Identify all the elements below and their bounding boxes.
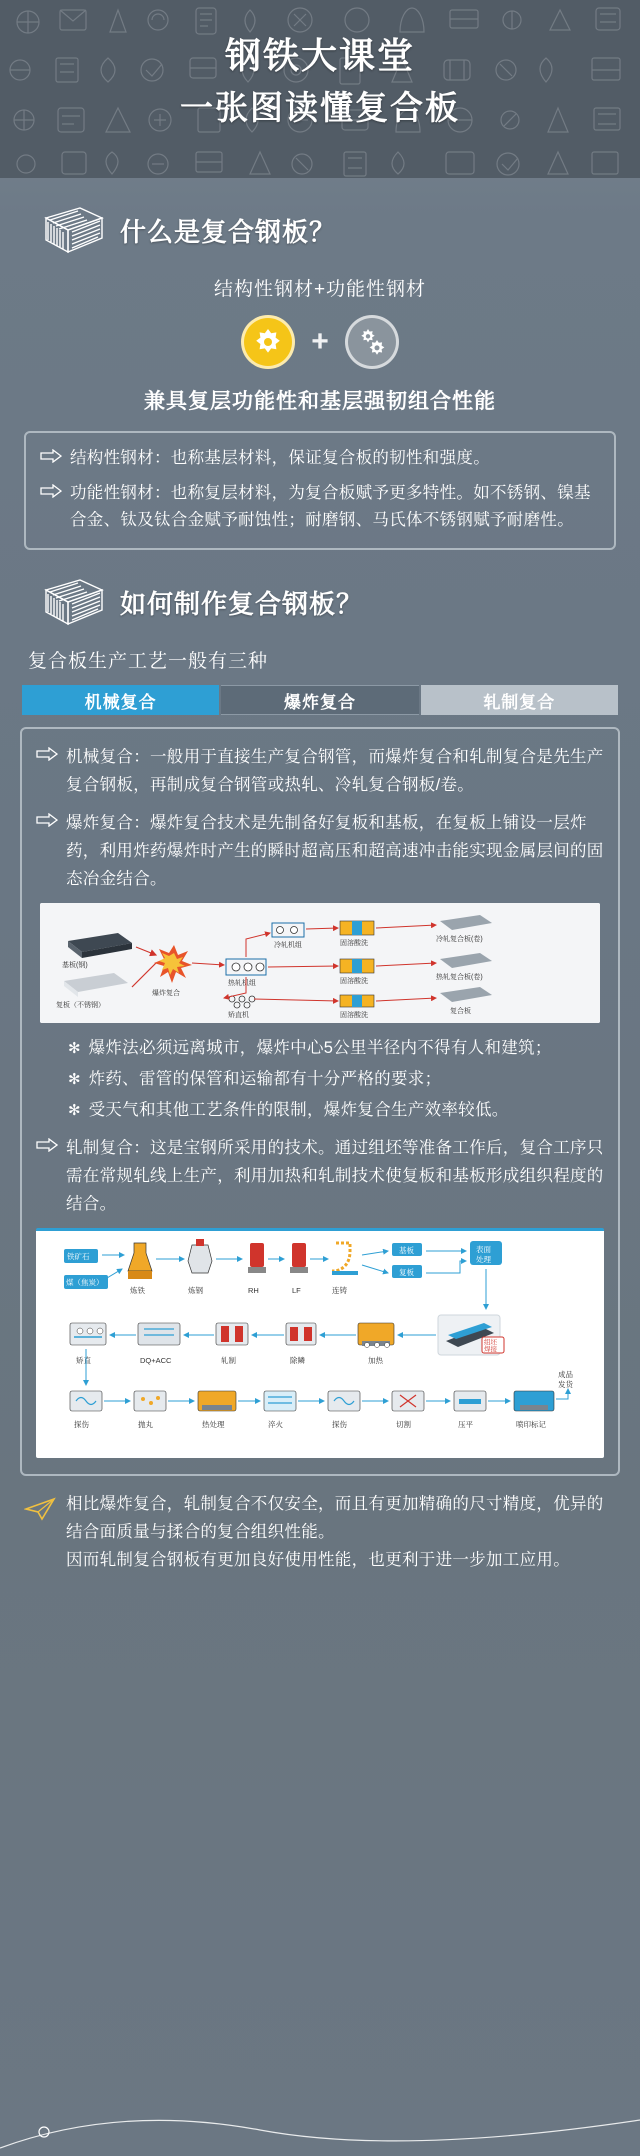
page-title xyxy=(0,0,640,134)
footer-text-block xyxy=(66,1490,616,1574)
svg-text:固溶酸洗: 固溶酸洗 xyxy=(340,940,368,947)
arrow-right-icon xyxy=(40,484,62,498)
section-2-title: 如何制作复合钢板？ xyxy=(120,588,364,619)
paragraph-text: 机械复合：一般用于直接生产复合钢管，而爆炸复合和轧制复合是先生产复合钢板，再制成复合钢管或热轧、冷轧复合钢板/卷。 xyxy=(66,748,604,794)
tab-mechanical-cladding[interactable]: 机械复合 xyxy=(22,685,219,715)
section-1-title: 什么是复合钢板？ xyxy=(120,216,337,247)
header-banner xyxy=(0,0,640,178)
section-1-bullets-box xyxy=(24,431,616,550)
bullet-item xyxy=(40,445,600,472)
section-1-statement: 兼具复层功能性和基层强韧组合性能 xyxy=(144,390,496,413)
svg-text:喷印标记: 喷印标记 xyxy=(516,1420,546,1429)
bullet-item xyxy=(40,480,600,534)
paper-plane-icon xyxy=(24,1496,58,1522)
svg-text:组坯: 组坯 xyxy=(484,1339,497,1346)
composition-icons xyxy=(0,315,640,369)
svg-text:炼钢: 炼钢 xyxy=(188,1286,203,1295)
footer-line-1: 相比爆炸复合，轧制复合不仅安全，而且有更加精确的尺寸精度，优异的结合面质量与揉合的复合组织性能。 xyxy=(66,1495,604,1541)
svg-text:煤（焦炭）: 煤（焦炭） xyxy=(66,1278,104,1287)
svg-text:固溶酸洗: 固溶酸洗 xyxy=(340,978,368,985)
bottom-decorative-curve xyxy=(0,2086,640,2156)
bullet-text: 结构性钢材：也称基层材料，保证复合板的韧性和强度。 xyxy=(70,449,490,467)
svg-text:处理: 处理 xyxy=(476,1255,491,1264)
svg-text:爆炸复合: 爆炸复合 xyxy=(152,990,180,997)
tab-explosive-cladding[interactable]: 爆炸复合 xyxy=(221,685,418,715)
svg-text:复板（不锈钢）: 复板（不锈钢） xyxy=(56,1002,105,1009)
svg-text:抛丸: 抛丸 xyxy=(138,1420,153,1429)
list-item xyxy=(68,1066,604,1093)
arrow-right-icon xyxy=(36,1138,58,1152)
svg-text:冷轧复合板(卷): 冷轧复合板(卷) xyxy=(436,936,483,943)
explosive-cautions-list xyxy=(68,1035,604,1124)
section-1-header xyxy=(0,204,640,256)
rolling-cladding-process-diagram xyxy=(36,1228,604,1458)
section-2-header xyxy=(0,576,640,628)
title-line-1: 钢铁大课堂 xyxy=(224,35,415,76)
svg-text:复板: 复板 xyxy=(399,1268,414,1277)
process-tabs xyxy=(22,685,618,715)
title-line-2: 一张图读懂复合板 xyxy=(180,89,460,126)
svg-text:矫直机: 矫直机 xyxy=(228,1012,249,1019)
paragraph-text: 轧制复合：这是宝钢所采用的技术。通过组坯等准备工作后，复合工序只需在常规轧线上生产，利用加热和轧制技术使复板和基板形成组织程度的结合。 xyxy=(66,1139,604,1213)
svg-text:探伤: 探伤 xyxy=(74,1420,89,1429)
explosive-cladding-process-diagram xyxy=(40,903,600,1023)
list-item-text: 爆炸法必须远离城市，爆炸中心5公里半径内不得有人和建筑； xyxy=(88,1039,552,1057)
section-1-subline: 结构性钢材+功能性钢材 xyxy=(213,279,427,300)
book-icon xyxy=(40,576,106,628)
footer-line-2: 因而轧制复合钢板有更加良好使用性能，也更利于进一步加工应用。 xyxy=(66,1551,570,1569)
svg-text:铁矿石: 铁矿石 xyxy=(67,1252,90,1261)
bullet-text: 功能性钢材：也称复层材料，为复合板赋予更多特性。如不锈钢、镍基合金、钛及钛合金赋予耐蚀性；耐磨钢、马氏体不锈钢赋予耐磨性。 xyxy=(70,484,591,529)
plus-icon: + xyxy=(311,325,329,358)
arrow-right-icon xyxy=(36,813,58,827)
svg-text:RH: RH xyxy=(248,1286,259,1295)
list-item-text: 炸药、雷管的保管和运输都有十分严格的要求； xyxy=(88,1070,442,1088)
star-icon: ✻ xyxy=(68,1040,81,1057)
svg-text:矫直: 矫直 xyxy=(76,1356,91,1365)
section-2-content-box xyxy=(20,727,620,1476)
book-icon xyxy=(40,204,106,256)
paragraph-rolling xyxy=(36,1134,604,1218)
section-2-intro: 复合板生产工艺一般有三种 xyxy=(28,651,269,672)
svg-text:连铸: 连铸 xyxy=(332,1286,347,1295)
svg-text:固溶酸洗: 固溶酸洗 xyxy=(340,1012,368,1019)
svg-text:热轧复合板(卷): 热轧复合板(卷) xyxy=(436,974,483,981)
paragraph-text: 爆炸复合：爆炸复合技术是先制备好复板和基板，在复板上铺设一层炸药，利用炸药爆炸时产生的瞬时超高压和超高速冲击能实现金属层间的固态冶金结合。 xyxy=(66,814,604,888)
list-item-text: 受天气和其他工艺条件的限制，爆炸复合生产效率较低。 xyxy=(88,1101,509,1119)
svg-text:焊接: 焊接 xyxy=(484,1346,497,1353)
svg-text:基板(钢): 基板(钢) xyxy=(62,962,88,969)
svg-text:轧制: 轧制 xyxy=(221,1356,236,1365)
svg-text:LF: LF xyxy=(292,1286,301,1295)
gears-icon xyxy=(345,315,399,369)
svg-text:冷轧机组: 冷轧机组 xyxy=(274,942,302,949)
svg-text:表面: 表面 xyxy=(476,1245,491,1254)
svg-text:热轧机组: 热轧机组 xyxy=(228,980,256,987)
svg-text:加热: 加热 xyxy=(368,1356,383,1365)
svg-text:发货: 发货 xyxy=(558,1380,573,1389)
paragraph-mechanical xyxy=(36,743,604,799)
svg-text:淬火: 淬火 xyxy=(268,1420,283,1429)
list-item xyxy=(68,1035,604,1062)
svg-text:复合板: 复合板 xyxy=(450,1008,471,1015)
list-item xyxy=(68,1097,604,1124)
star-icon: ✻ xyxy=(68,1071,81,1088)
svg-text:压平: 压平 xyxy=(458,1420,473,1429)
arrow-right-icon xyxy=(36,747,58,761)
paragraph-explosive xyxy=(36,809,604,893)
svg-text:热处理: 热处理 xyxy=(202,1420,225,1429)
svg-text:炼铁: 炼铁 xyxy=(130,1286,145,1295)
tab-rolling-cladding[interactable]: 轧制复合 xyxy=(421,685,618,715)
arrow-right-icon xyxy=(40,449,62,463)
gear-flower-icon xyxy=(241,315,295,369)
svg-text:探伤: 探伤 xyxy=(332,1420,347,1429)
svg-text:DQ+ACC: DQ+ACC xyxy=(140,1356,172,1365)
svg-text:成品: 成品 xyxy=(558,1370,573,1379)
star-icon: ✻ xyxy=(68,1102,81,1119)
footer-conclusion xyxy=(24,1490,616,1574)
svg-text:除鳞: 除鳞 xyxy=(290,1356,305,1365)
svg-text:基板: 基板 xyxy=(399,1246,414,1255)
svg-text:切割: 切割 xyxy=(396,1420,411,1429)
